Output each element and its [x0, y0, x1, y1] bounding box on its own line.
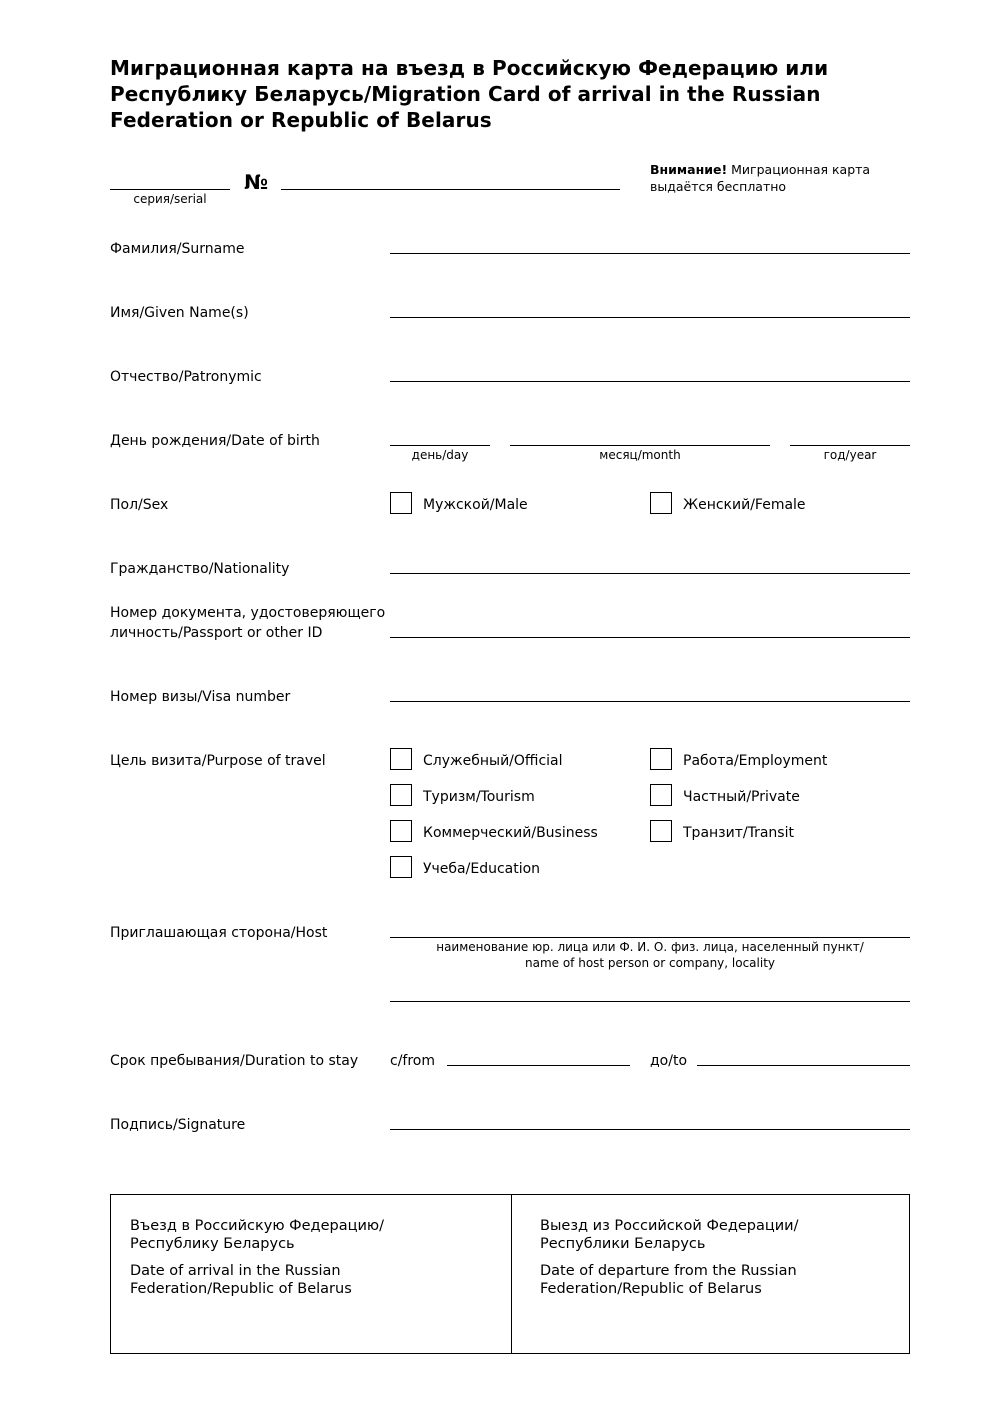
arrival-ru-line1: Въезд в Российскую Федерацию/: [130, 1218, 384, 1234]
host-hint-line2: name of host person or company, locality: [524, 956, 776, 970]
arrival-en-line2: Federation/Republic of Belarus: [130, 1281, 352, 1297]
dob-month-label: месяц/month: [599, 448, 681, 462]
duration-to-label: до/to: [650, 1053, 688, 1069]
purpose-business-label: Коммерческий/Business: [423, 825, 598, 841]
purpose-education-checkbox[interactable]: [390, 856, 412, 878]
purpose-transit-checkbox[interactable]: [650, 820, 672, 842]
notice-attention: Внимание!: [650, 162, 728, 177]
purpose-official-checkbox[interactable]: [390, 748, 412, 770]
passport-label-line1: Номер документа, удостоверяющего: [110, 605, 386, 621]
arrival-en-line1: Date of arrival in the Russian: [130, 1263, 341, 1279]
sex-female-label: Женский/Female: [683, 497, 806, 513]
serial-input[interactable]: [110, 189, 230, 190]
duration-to-input[interactable]: [697, 1065, 910, 1066]
free-of-charge-notice: [650, 161, 890, 195]
departure-stamp-cell: [540, 1217, 900, 1307]
nationality-label: Гражданство/Nationality: [110, 561, 290, 577]
dob-day-input[interactable]: [390, 445, 490, 446]
duration-label: Срок пребывания/Duration to stay: [110, 1053, 359, 1069]
border-stamp-box: [110, 1194, 910, 1354]
signature-input[interactable]: [390, 1129, 910, 1130]
departure-en-line1: Date of departure from the Russian: [540, 1263, 797, 1279]
host-hint-line1: наименование юр. лица или Ф. И. О. физ. лица, населенный пункт/: [436, 940, 864, 954]
purpose-label: Цель визита/Purpose of travel: [110, 753, 326, 769]
stamp-box-divider: [511, 1195, 512, 1353]
purpose-tourism-checkbox[interactable]: [390, 784, 412, 806]
sex-male-checkbox[interactable]: [390, 492, 412, 514]
given-names-label: Имя/Given Name(s): [110, 305, 249, 321]
nationality-input[interactable]: [390, 573, 910, 574]
date-of-birth-label: День рождения/Date of birth: [110, 433, 320, 449]
notice-text: Миграционная карта выдаётся бесплатно: [650, 162, 871, 194]
purpose-employment-checkbox[interactable]: [650, 748, 672, 770]
sex-label: Пол/Sex: [110, 497, 169, 513]
surname-input[interactable]: [390, 253, 910, 254]
purpose-private-checkbox[interactable]: [650, 784, 672, 806]
purpose-business-checkbox[interactable]: [390, 820, 412, 842]
host-label: Приглашающая сторона/Host: [110, 925, 328, 941]
dob-day-label: день/day: [411, 448, 469, 462]
purpose-transit-label: Транзит/Transit: [683, 825, 794, 841]
passport-input[interactable]: [390, 637, 910, 638]
patronymic-input[interactable]: [390, 381, 910, 382]
purpose-employment-label: Работа/Employment: [683, 753, 828, 769]
duration-from-input[interactable]: [447, 1065, 630, 1066]
number-sign: №: [244, 170, 269, 194]
sex-female-checkbox[interactable]: [650, 492, 672, 514]
visa-label: Номер визы/Visa number: [110, 689, 291, 705]
given-names-input[interactable]: [390, 317, 910, 318]
dob-year-input[interactable]: [790, 445, 910, 446]
purpose-education-label: Учеба/Education: [423, 861, 541, 877]
departure-ru-line1: Выезд из Российской Федерации/: [540, 1218, 799, 1234]
purpose-private-label: Частный/Private: [683, 789, 800, 805]
arrival-ru-line2: Республику Беларусь: [130, 1236, 295, 1252]
dob-year-label: год/year: [823, 448, 877, 462]
purpose-tourism-label: Туризм/Tourism: [423, 789, 535, 805]
duration-from-label: с/from: [390, 1053, 435, 1069]
host-input-line1[interactable]: [390, 937, 910, 938]
number-input[interactable]: [281, 189, 620, 190]
dob-month-input[interactable]: [510, 445, 770, 446]
visa-input[interactable]: [390, 701, 910, 702]
serial-label: серия/serial: [133, 192, 207, 206]
arrival-stamp-cell: [130, 1217, 500, 1307]
departure-en-line2: Federation/Republic of Belarus: [540, 1281, 762, 1297]
patronymic-label: Отчество/Patronymic: [110, 369, 262, 385]
purpose-official-label: Служебный/Official: [423, 753, 563, 769]
departure-ru-line2: Республики Беларусь: [540, 1236, 706, 1252]
signature-label: Подпись/Signature: [110, 1117, 246, 1133]
sex-male-label: Мужской/Male: [423, 497, 528, 513]
form-title: Миграционная карта на въезд в Российскую Федерацию или Республику Беларусь/Migration Card of arrival in the Russian Federation or Republic of Belarus: [110, 56, 829, 132]
surname-label: Фамилия/Surname: [110, 241, 245, 257]
host-input-line2[interactable]: [390, 1001, 910, 1002]
passport-label-line2: личность/Passport or other ID: [110, 625, 323, 641]
